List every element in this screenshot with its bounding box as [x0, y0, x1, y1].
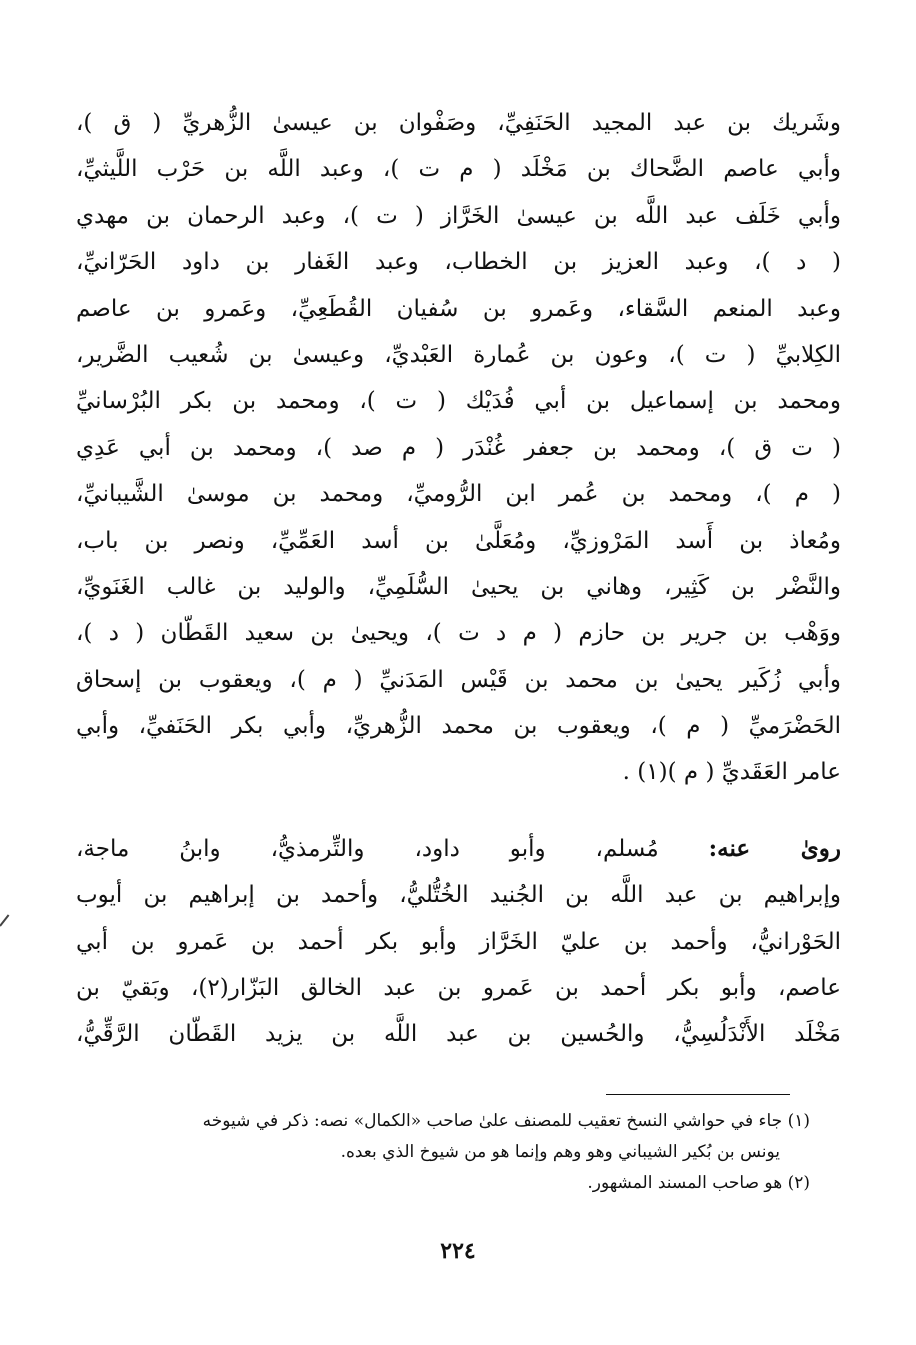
footnote-2: (٢) هو صاحب المسند المشهور.	[587, 1173, 810, 1193]
text-line: والنَّضْر بن كَثِير، وهاني بن يحيىٰ السُّلَمِيِّ، والوليد بن غالب الغَنَويِّ،	[76, 573, 841, 600]
text-line: ومُعاذ بن أَسد المَرْوزيِّ، ومُعَلَّىٰ بن أسد العَمِّيِّ، ونصر بن باب،	[76, 527, 841, 554]
text-line: ( د )، وعبد العزيز بن الخطاب، وعبد الغَفار بن داود الحَرّانيِّ،	[76, 249, 841, 276]
text-line: الحَضْرَميِّ ( م )، ويعقوب بن محمد الزُّهريِّ، وأبي بكر الحَنَفيِّ، وأبي	[76, 713, 841, 740]
text-line: عاصم، وأبو بكر أحمد بن عَمرو بن عبد الخالق البَزّار(٢)، وبَقيّ بن	[76, 975, 841, 1002]
text-line: مَخْلَد الأَنْدَلُسِيُّ، والحُسين بن عبد اللَّه بن يزيد القَطّان الرَّقِّيُّ،	[76, 1021, 841, 1048]
footnotes	[80, 1106, 810, 1199]
text-line: ( ت ق )، ومحمد بن جعفر غُنْدَر ( م صد )، ومحمد بن أبي عَدِي	[76, 434, 841, 461]
text-line: وإبراهيم بن عبد اللَّه بن الجُنيد الخُتُّليُّ، وأحمد بن إبراهيم بن أيوب	[76, 882, 841, 909]
text-line: وأبي خَلَف عبد اللَّه بن عيسىٰ الخَرَّاز ( ت )، وعبد الرحمان بن مهدي	[76, 202, 841, 229]
main-text	[76, 100, 841, 1058]
footnote-1-continuation: يونس بن بُكير الشيباني وهو وهم وإنما هو من شيوخ الذي بعده.	[340, 1142, 780, 1162]
margin-pencil-mark	[0, 914, 9, 926]
paragraph-gap	[76, 796, 841, 826]
narrators-lead: روىٰ عنه:	[708, 834, 841, 862]
text-line: وشَريك بن عبد المجيد الحَنَفِيِّ، وصَفْوان بن عيسىٰ الزُّهريِّ ( ق )،	[76, 110, 841, 136]
footnote-1: (١) جاء في حواشي النسخ تعقيب للمصنف علىٰ صاحب «الكمال» نصه: ذكر في شيوخه	[202, 1111, 810, 1131]
text-line: ووَهْب بن جرير بن حازم ( م د ت )، ويحيىٰ بن سعيد القَطّان ( د )،	[76, 620, 841, 647]
page-number: ٢٢٤	[440, 1238, 476, 1264]
narrators-first-text: مُسلم، وأبو داود، والتِّرمذيُّ، وابنُ ماجة،	[76, 835, 659, 862]
footnote-divider	[606, 1094, 790, 1095]
text-line: وأبي زُكَير يحيىٰ بن محمد بن قَيْس المَدَنيِّ ( م )، ويعقوب بن إسحاق	[76, 666, 841, 693]
text-line: ومحمد بن إسماعيل بن أبي فُدَيْك ( ت )، ومحمد بن بكر البُرْسانيِّ	[76, 388, 841, 415]
text-line: عامر العَقَديِّ ( م )(١) .	[622, 759, 841, 786]
text-line: وعبد المنعم السَّقاء، وعَمرو بن سُفيان القُطَعِيِّ، وعَمرو بن عاصم	[76, 295, 841, 322]
text-line: وأبي عاصم الضَّحاك بن مَخْلَد ( م ت )، وعبد اللَّه بن حَرْب اللَّيثيِّ،	[76, 156, 841, 183]
text-line: الكِلابيِّ ( ت )، وعون بن عُمارة العَبْديِّ، وعيسىٰ بن شُعيب الضَّرير،	[76, 341, 841, 368]
text-line: ( م )، ومحمد بن عُمر ابن الرُّوميِّ، ومحمد بن موسىٰ الشَّيبانيِّ،	[76, 481, 841, 508]
narrators-first-line	[76, 826, 841, 872]
text-line: الحَوْرانيُّ، وأحمد بن عليّ الخَرَّاز وأبو بكر أحمد بن عَمرو بن أبي	[76, 928, 841, 955]
